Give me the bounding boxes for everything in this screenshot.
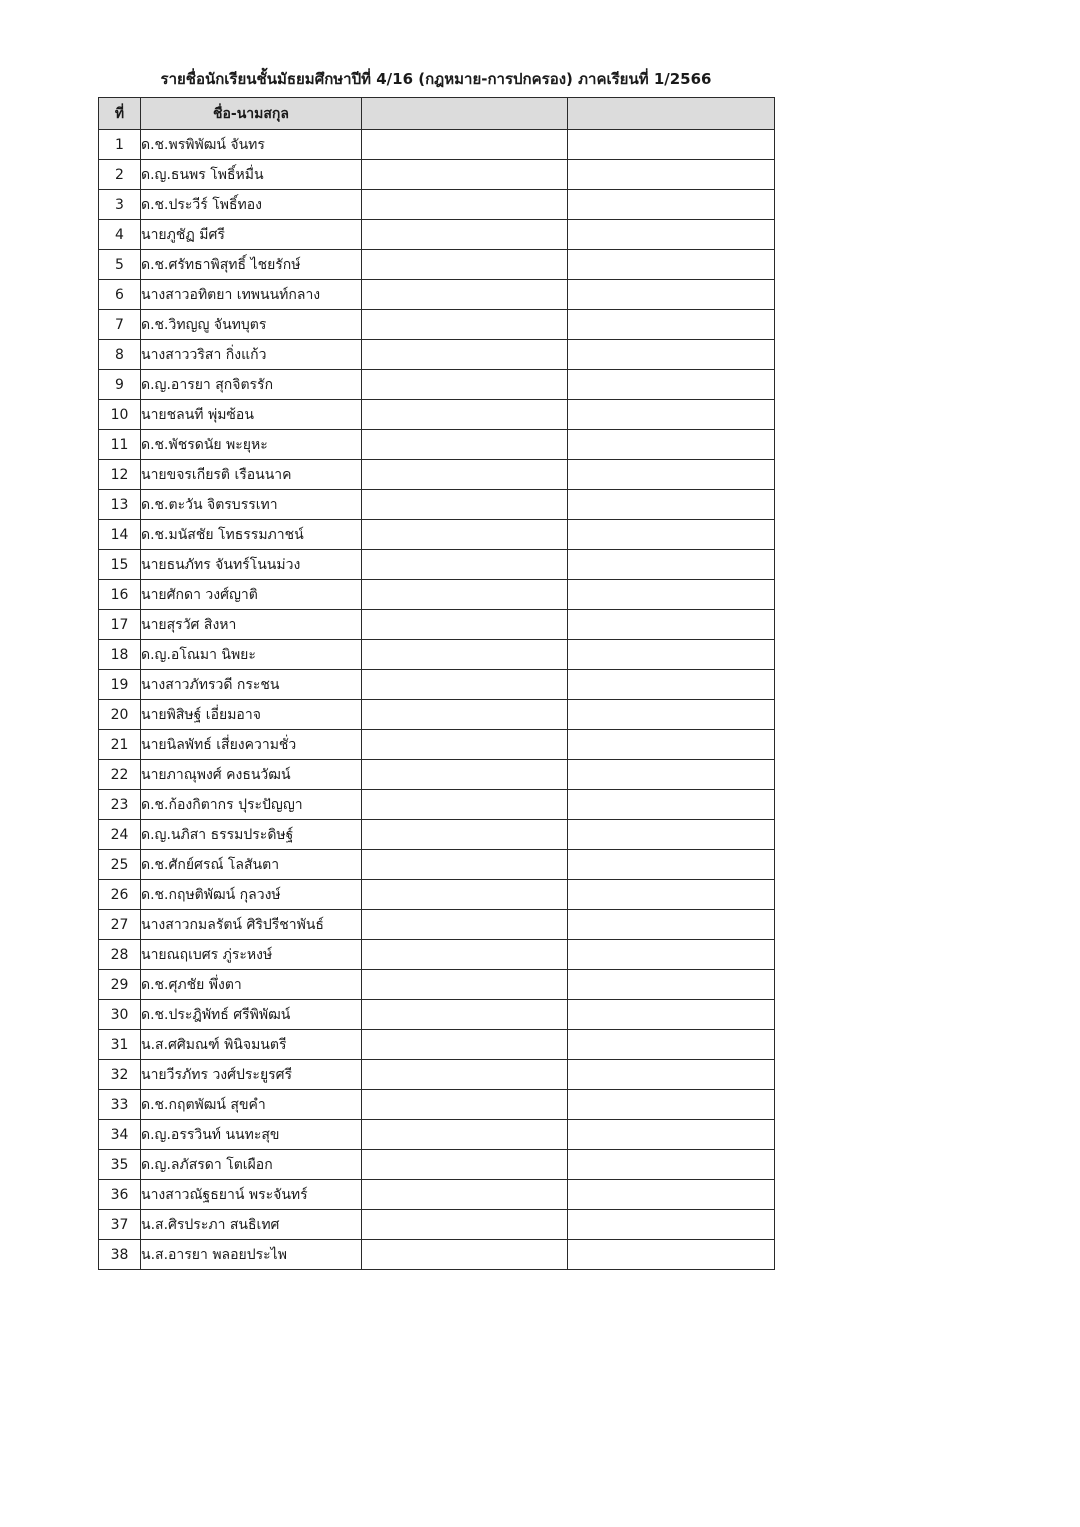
blank-cell [362, 1000, 568, 1030]
blank-cell [362, 610, 568, 640]
student-roster-table [98, 97, 775, 1270]
blank-cell [568, 760, 775, 790]
row-number: 20 [99, 700, 141, 730]
blank-cell [568, 550, 775, 580]
row-number: 18 [99, 640, 141, 670]
student-name: ด.ญ.นภิสา ธรรมประดิษฐ์ [141, 820, 362, 850]
student-name: นายนิลพัทธ์ เสี่ยงความชั่ว [141, 730, 362, 760]
table-row [99, 940, 775, 970]
table-row [99, 460, 775, 490]
student-name: น.ส.ศิรประภา สนธิเทศ [141, 1210, 362, 1240]
blank-cell [362, 1030, 568, 1060]
row-number: 19 [99, 670, 141, 700]
blank-cell [568, 310, 775, 340]
blank-cell [568, 1210, 775, 1240]
student-name: ด.ช.มนัสชัย โทธรรมภาชน์ [141, 520, 362, 550]
header-name: ชื่อ-นามสกุล [141, 98, 362, 130]
row-number: 24 [99, 820, 141, 850]
blank-cell [362, 760, 568, 790]
blank-cell [568, 1090, 775, 1120]
table-row [99, 220, 775, 250]
student-name: นายณฤเบศร ภู่ระหงษ์ [141, 940, 362, 970]
blank-cell [568, 880, 775, 910]
blank-cell [568, 400, 775, 430]
blank-cell [362, 670, 568, 700]
row-number: 14 [99, 520, 141, 550]
row-number: 15 [99, 550, 141, 580]
student-name: ด.ช.ศรัทธาพิสุทธิ์ ไชยรักษ์ [141, 250, 362, 280]
table-row [99, 700, 775, 730]
table-row [99, 820, 775, 850]
document-title: รายชื่อนักเรียนชั้นมัธยมศึกษาปีที่ 4/16 (กฎหมาย-การปกครอง) ภาคเรียนที่ 1/2566 [160, 70, 712, 88]
table-row [99, 1150, 775, 1180]
blank-cell [568, 610, 775, 640]
blank-cell [568, 1240, 775, 1270]
table-row [99, 280, 775, 310]
student-name: นางสาวกมลรัตน์ ศิริปรีชาพันธ์ [141, 910, 362, 940]
row-number: 13 [99, 490, 141, 520]
table-row [99, 400, 775, 430]
table-row [99, 1120, 775, 1150]
blank-cell [568, 490, 775, 520]
student-name: ด.ช.ประฎิพัทธ์ ศรีพิพัฒน์ [141, 1000, 362, 1030]
table-row [99, 310, 775, 340]
student-name: ด.ช.กฤตพัฒน์ สุขคำ [141, 1090, 362, 1120]
row-number: 10 [99, 400, 141, 430]
blank-cell [362, 1210, 568, 1240]
row-number: 7 [99, 310, 141, 340]
blank-cell [568, 1060, 775, 1090]
student-name: นายวีรภัทร วงศ์ประยูรศรี [141, 1060, 362, 1090]
student-name: นางสาวภัทรวดี กระชน [141, 670, 362, 700]
blank-cell [362, 970, 568, 1000]
row-number: 16 [99, 580, 141, 610]
student-name: ด.ช.วิทญญู จันทบุตร [141, 310, 362, 340]
student-name: นายศักดา วงศ์ญาติ [141, 580, 362, 610]
table-row [99, 1180, 775, 1210]
blank-cell [362, 550, 568, 580]
table-body [99, 130, 775, 1270]
row-number: 31 [99, 1030, 141, 1060]
blank-cell [362, 940, 568, 970]
table-row [99, 340, 775, 370]
student-name: ด.ญ.อารยา สุกจิตรรัก [141, 370, 362, 400]
blank-cell [362, 190, 568, 220]
blank-cell [362, 340, 568, 370]
blank-cell [362, 250, 568, 280]
header-blank-column-2 [568, 98, 775, 130]
student-name: นายขจรเกียรติ เรือนนาค [141, 460, 362, 490]
blank-cell [362, 370, 568, 400]
student-name: น.ส.อารยา พลอยประไพ [141, 1240, 362, 1270]
blank-cell [568, 850, 775, 880]
student-name: นายภูชัฏ มีศรี [141, 220, 362, 250]
blank-cell [362, 460, 568, 490]
student-name: ด.ช.ประวีร์ โพธิ์ทอง [141, 190, 362, 220]
blank-cell [568, 280, 775, 310]
blank-cell [362, 1180, 568, 1210]
blank-cell [568, 430, 775, 460]
blank-cell [362, 880, 568, 910]
table-row [99, 970, 775, 1000]
row-number: 21 [99, 730, 141, 760]
table-row [99, 580, 775, 610]
table-row [99, 1000, 775, 1030]
table-row [99, 520, 775, 550]
student-name: นายพิสิษฐ์ เอี่ยมอาจ [141, 700, 362, 730]
blank-cell [568, 640, 775, 670]
student-name: นางสาวอทิตยา เทพนนท์กลาง [141, 280, 362, 310]
blank-cell [568, 250, 775, 280]
row-number: 11 [99, 430, 141, 460]
blank-cell [568, 820, 775, 850]
row-number: 1 [99, 130, 141, 160]
row-number: 37 [99, 1210, 141, 1240]
student-name: นายภาณุพงศ์ คงธนวัฒน์ [141, 760, 362, 790]
student-name: ด.ช.ศักย์ศรณ์ โลสันตา [141, 850, 362, 880]
row-number: 36 [99, 1180, 141, 1210]
student-name: นางสาววริสา กิ่งแก้ว [141, 340, 362, 370]
blank-cell [568, 700, 775, 730]
blank-cell [362, 1120, 568, 1150]
blank-cell [568, 910, 775, 940]
table-row [99, 160, 775, 190]
row-number: 28 [99, 940, 141, 970]
row-number: 38 [99, 1240, 141, 1270]
row-number: 2 [99, 160, 141, 190]
blank-cell [568, 1030, 775, 1060]
blank-cell [362, 1240, 568, 1270]
blank-cell [568, 1150, 775, 1180]
blank-cell [362, 280, 568, 310]
blank-cell [568, 190, 775, 220]
blank-cell [362, 910, 568, 940]
student-name: นายชลนที พุ่มซ้อน [141, 400, 362, 430]
blank-cell [568, 340, 775, 370]
row-number: 6 [99, 280, 141, 310]
student-name: ด.ญ.ลภัสรดา โตเผือก [141, 1150, 362, 1180]
student-name: ด.ช.พัชรดนัย พะยุหะ [141, 430, 362, 460]
blank-cell [362, 130, 568, 160]
row-number: 26 [99, 880, 141, 910]
row-number: 22 [99, 760, 141, 790]
student-name: ด.ญ.ธนพร โพธิ์หมื่น [141, 160, 362, 190]
student-name: นางสาวณัฐธยาน์ พระจันทร์ [141, 1180, 362, 1210]
row-number: 29 [99, 970, 141, 1000]
table-row [99, 550, 775, 580]
table-row [99, 430, 775, 460]
table-row [99, 610, 775, 640]
row-number: 33 [99, 1090, 141, 1120]
row-number: 17 [99, 610, 141, 640]
blank-cell [568, 130, 775, 160]
student-name: ด.ช.ตะวัน จิตรบรรเทา [141, 490, 362, 520]
blank-cell [568, 1120, 775, 1150]
row-number: 27 [99, 910, 141, 940]
blank-cell [362, 160, 568, 190]
student-name: ด.ญ.อรรวินท์ นนทะสุข [141, 1120, 362, 1150]
header-blank-column-1 [362, 98, 568, 130]
blank-cell [362, 790, 568, 820]
blank-cell [568, 1180, 775, 1210]
blank-cell [362, 400, 568, 430]
blank-cell [362, 430, 568, 460]
table-row [99, 1060, 775, 1090]
blank-cell [362, 1090, 568, 1120]
table-row [99, 850, 775, 880]
blank-cell [568, 1000, 775, 1030]
table-row [99, 370, 775, 400]
table-row [99, 730, 775, 760]
blank-cell [362, 1150, 568, 1180]
row-number: 32 [99, 1060, 141, 1090]
blank-cell [568, 520, 775, 550]
student-name: ด.ช.ก้องกิตากร ปุระปัญญา [141, 790, 362, 820]
blank-cell [568, 940, 775, 970]
header-number: ที่ [99, 98, 141, 130]
blank-cell [362, 640, 568, 670]
blank-cell [362, 700, 568, 730]
table-row [99, 130, 775, 160]
blank-cell [362, 1060, 568, 1090]
blank-cell [568, 580, 775, 610]
blank-cell [362, 310, 568, 340]
row-number: 35 [99, 1150, 141, 1180]
table-row [99, 190, 775, 220]
row-number: 25 [99, 850, 141, 880]
blank-cell [362, 490, 568, 520]
table-row [99, 250, 775, 280]
table-row [99, 1030, 775, 1060]
blank-cell [568, 790, 775, 820]
row-number: 12 [99, 460, 141, 490]
student-name: นายสุรวัศ สิงหา [141, 610, 362, 640]
row-number: 3 [99, 190, 141, 220]
blank-cell [568, 970, 775, 1000]
student-name: ด.ญ.อโณมา นิพยะ [141, 640, 362, 670]
row-number: 5 [99, 250, 141, 280]
blank-cell [362, 520, 568, 550]
table-row [99, 1240, 775, 1270]
student-name: ด.ช.พรพิพัฒน์ จันทร [141, 130, 362, 160]
student-name: น.ส.ศศิมณฑ์ พินิจมนตรี [141, 1030, 362, 1060]
table-row [99, 670, 775, 700]
blank-cell [568, 220, 775, 250]
blank-cell [568, 460, 775, 490]
row-number: 34 [99, 1120, 141, 1150]
row-number: 8 [99, 340, 141, 370]
blank-cell [362, 850, 568, 880]
row-number: 30 [99, 1000, 141, 1030]
blank-cell [362, 820, 568, 850]
blank-cell [362, 220, 568, 250]
table-row [99, 1090, 775, 1120]
table-header-row [99, 98, 775, 130]
table-row [99, 880, 775, 910]
blank-cell [568, 730, 775, 760]
blank-cell [362, 580, 568, 610]
blank-cell [568, 370, 775, 400]
blank-cell [362, 730, 568, 760]
row-number: 9 [99, 370, 141, 400]
table-row [99, 760, 775, 790]
blank-cell [568, 670, 775, 700]
table-row [99, 790, 775, 820]
student-name: ด.ช.ศุภชัย พึ่งตา [141, 970, 362, 1000]
table-row [99, 490, 775, 520]
table-row [99, 910, 775, 940]
row-number: 4 [99, 220, 141, 250]
student-name: นายธนภัทร จันทร์โนนม่วง [141, 550, 362, 580]
table-row [99, 640, 775, 670]
blank-cell [568, 160, 775, 190]
student-name: ด.ช.กฤษติพัฒน์ กุลวงษ์ [141, 880, 362, 910]
table-row [99, 1210, 775, 1240]
row-number: 23 [99, 790, 141, 820]
